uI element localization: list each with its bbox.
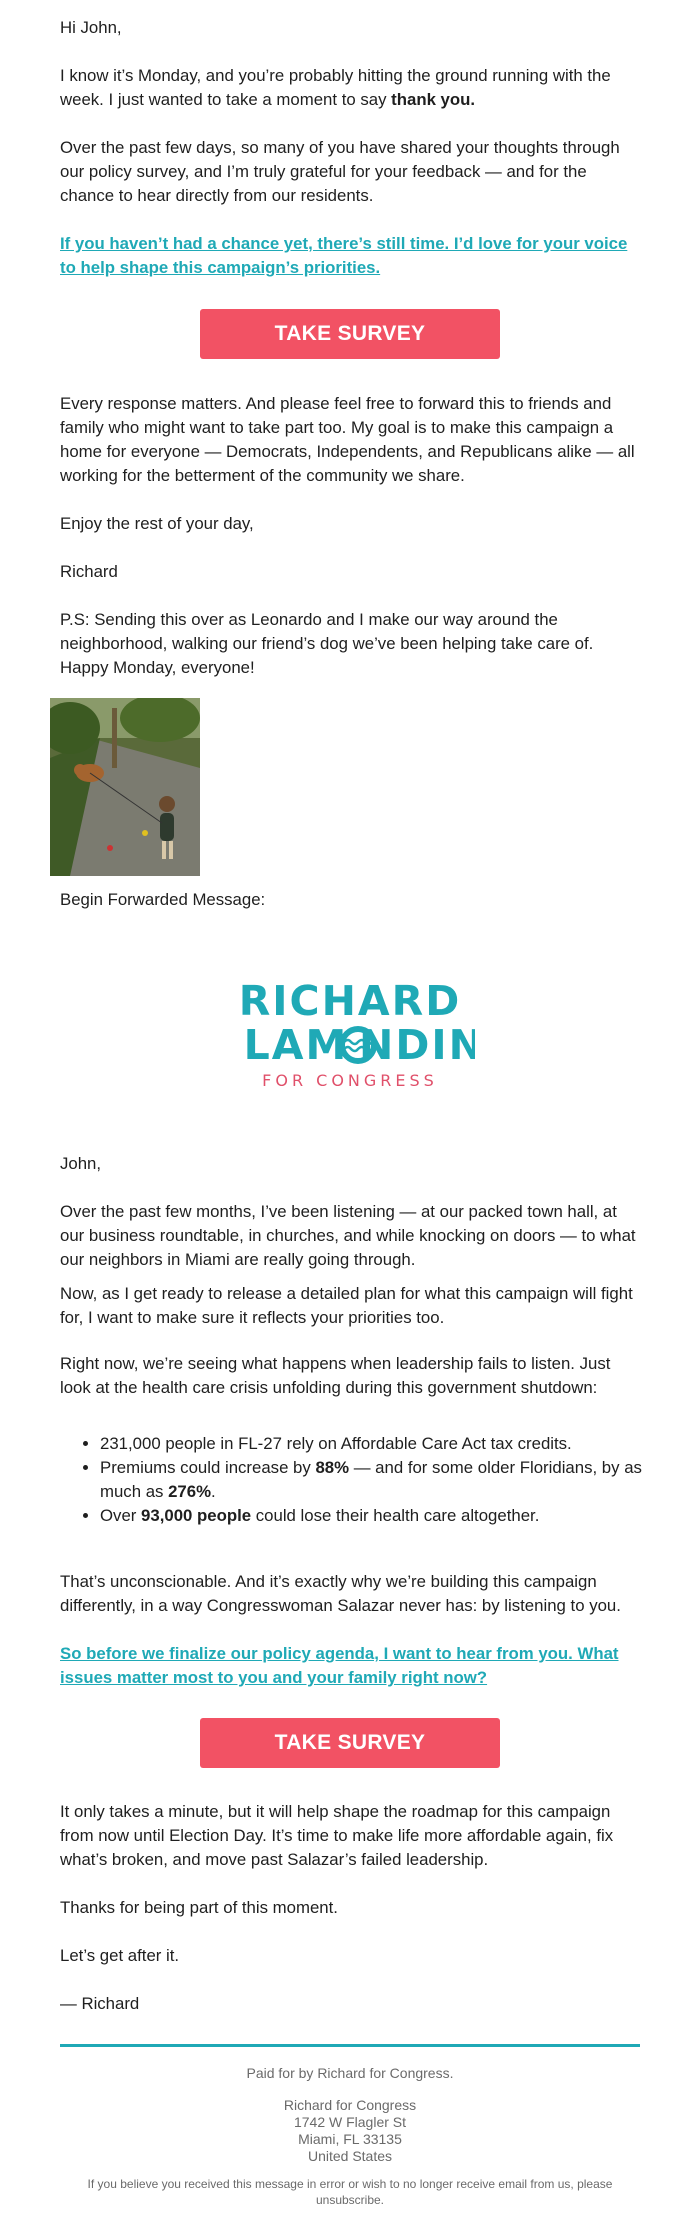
paragraph-enjoy-day: Enjoy the rest of your day, (60, 514, 254, 533)
policy-survey-cta-link[interactable]: So before we finalize our policy agenda, I want to hear from you. What issues matter most to you and your family right now? (60, 1644, 619, 1687)
survey-cta-link[interactable]: If you haven’t had a chance yet, there’s still time. I’d love for your voice to help shape this campaign’s priorities. (60, 234, 628, 277)
paragraph-every-response: Every response matters. And please feel free to forward this to friends and family who might want to take part too. My goal is to make this campaign a home for everyone — Democrats, Independents, and Republicans alike — all working for the betterment of the community we share. (60, 394, 635, 485)
mailing-address (60, 2097, 640, 2165)
address-street: 1742 W Flagler St (293, 2114, 407, 2130)
paragraph-unconscionable: That’s unconscionable. And it’s exactly why we’re building this campaign differently, in a way Congresswoman Salazar never has: by listening to you. (60, 1572, 621, 1615)
campaign-logo (225, 975, 475, 1090)
forwarded-label: Begin Forwarded Message: (60, 890, 266, 909)
paragraph-feedback: Over the past few days, so many of you have shared your thoughts through our policy survey, and I’m truly grateful for your feedback — and for the chance to hear directly from our residents. (60, 138, 620, 205)
logo-tagline: FOR CONGRESS (262, 1071, 438, 1090)
list-item: • Premiums could increase by 88% — and for some older Floridians, by as much as 276%. (100, 1456, 685, 1504)
dog-walk-photo (50, 698, 200, 876)
unsubscribe-link[interactable]: unsubscribe. (315, 2193, 385, 2207)
logo-last-name-end: NDIN (359, 1021, 475, 1069)
logo-last-name-start: LAM (243, 1021, 349, 1069)
paragraph-roadmap: It only takes a minute, but it will help shape the roadmap for this campaign from now until Election Day. It’s time to make life more affordable again, fix what’s broken, and move past Salazar’s failed leadership. (60, 1802, 614, 1869)
greeting: Hi John, (60, 18, 122, 37)
address-org: Richard for Congress (283, 2097, 417, 2113)
paragraph-plan: Now, as I get ready to release a detailed plan for what this campaign will fight for, I want to make sure it reflects your priorities too. (60, 1284, 633, 1327)
forward-greeting: John, (60, 1154, 102, 1173)
paragraph-get-after-it: Let’s get after it. (60, 1946, 180, 1965)
health-care-facts-list (60, 1432, 685, 1528)
logo-graphic (225, 975, 475, 1090)
take-survey-button[interactable]: TAKE SURVEY (200, 309, 500, 359)
list-item: • 231,000 people in FL-27 rely on Affordable Care Act tax credits. (100, 1432, 685, 1456)
footer-divider (60, 2044, 640, 2047)
signature: Richard (60, 562, 118, 581)
address-city: Miami, FL 33135 (298, 2131, 402, 2147)
logo-first-name: RICHARD (238, 977, 462, 1025)
take-survey-button-2[interactable]: TAKE SURVEY (200, 1718, 500, 1768)
list-item: • Over 93,000 people could lose their health care altogether. (100, 1504, 685, 1528)
signoff: — Richard (60, 1994, 140, 2013)
address-country: United States (307, 2148, 393, 2164)
paragraph-thanks: Thanks for being part of this moment. (60, 1898, 338, 1917)
photo-illustration (50, 698, 200, 876)
unsubscribe-notice: If you believe you received this message in error or wish to no longer receive email from us, please unsubscribe. (87, 2177, 613, 2207)
paragraph-thank-you: I know it’s Monday, and you’re probably hitting the ground running with the week. I just wanted to take a moment to say thank you. (60, 66, 611, 109)
paragraph-listening: Over the past few months, I’ve been listening — at our packed town hall, at our business roundtable, in churches, and while knocking on doors — to what our neighbors in Miami are really going through. (60, 1202, 636, 1269)
paragraph-health-crisis: Right now, we’re seeing what happens when leadership fails to listen. Just look at the health care crisis unfolding during this government shutdown: (60, 1354, 611, 1397)
paid-for-disclaimer: Paid for by Richard for Congress. (246, 2065, 454, 2081)
postscript: P.S: Sending this over as Leonardo and I make our way around the neighborhood, walking our friend’s dog we’ve been helping take care of. Happy Monday, everyone! (60, 610, 594, 677)
